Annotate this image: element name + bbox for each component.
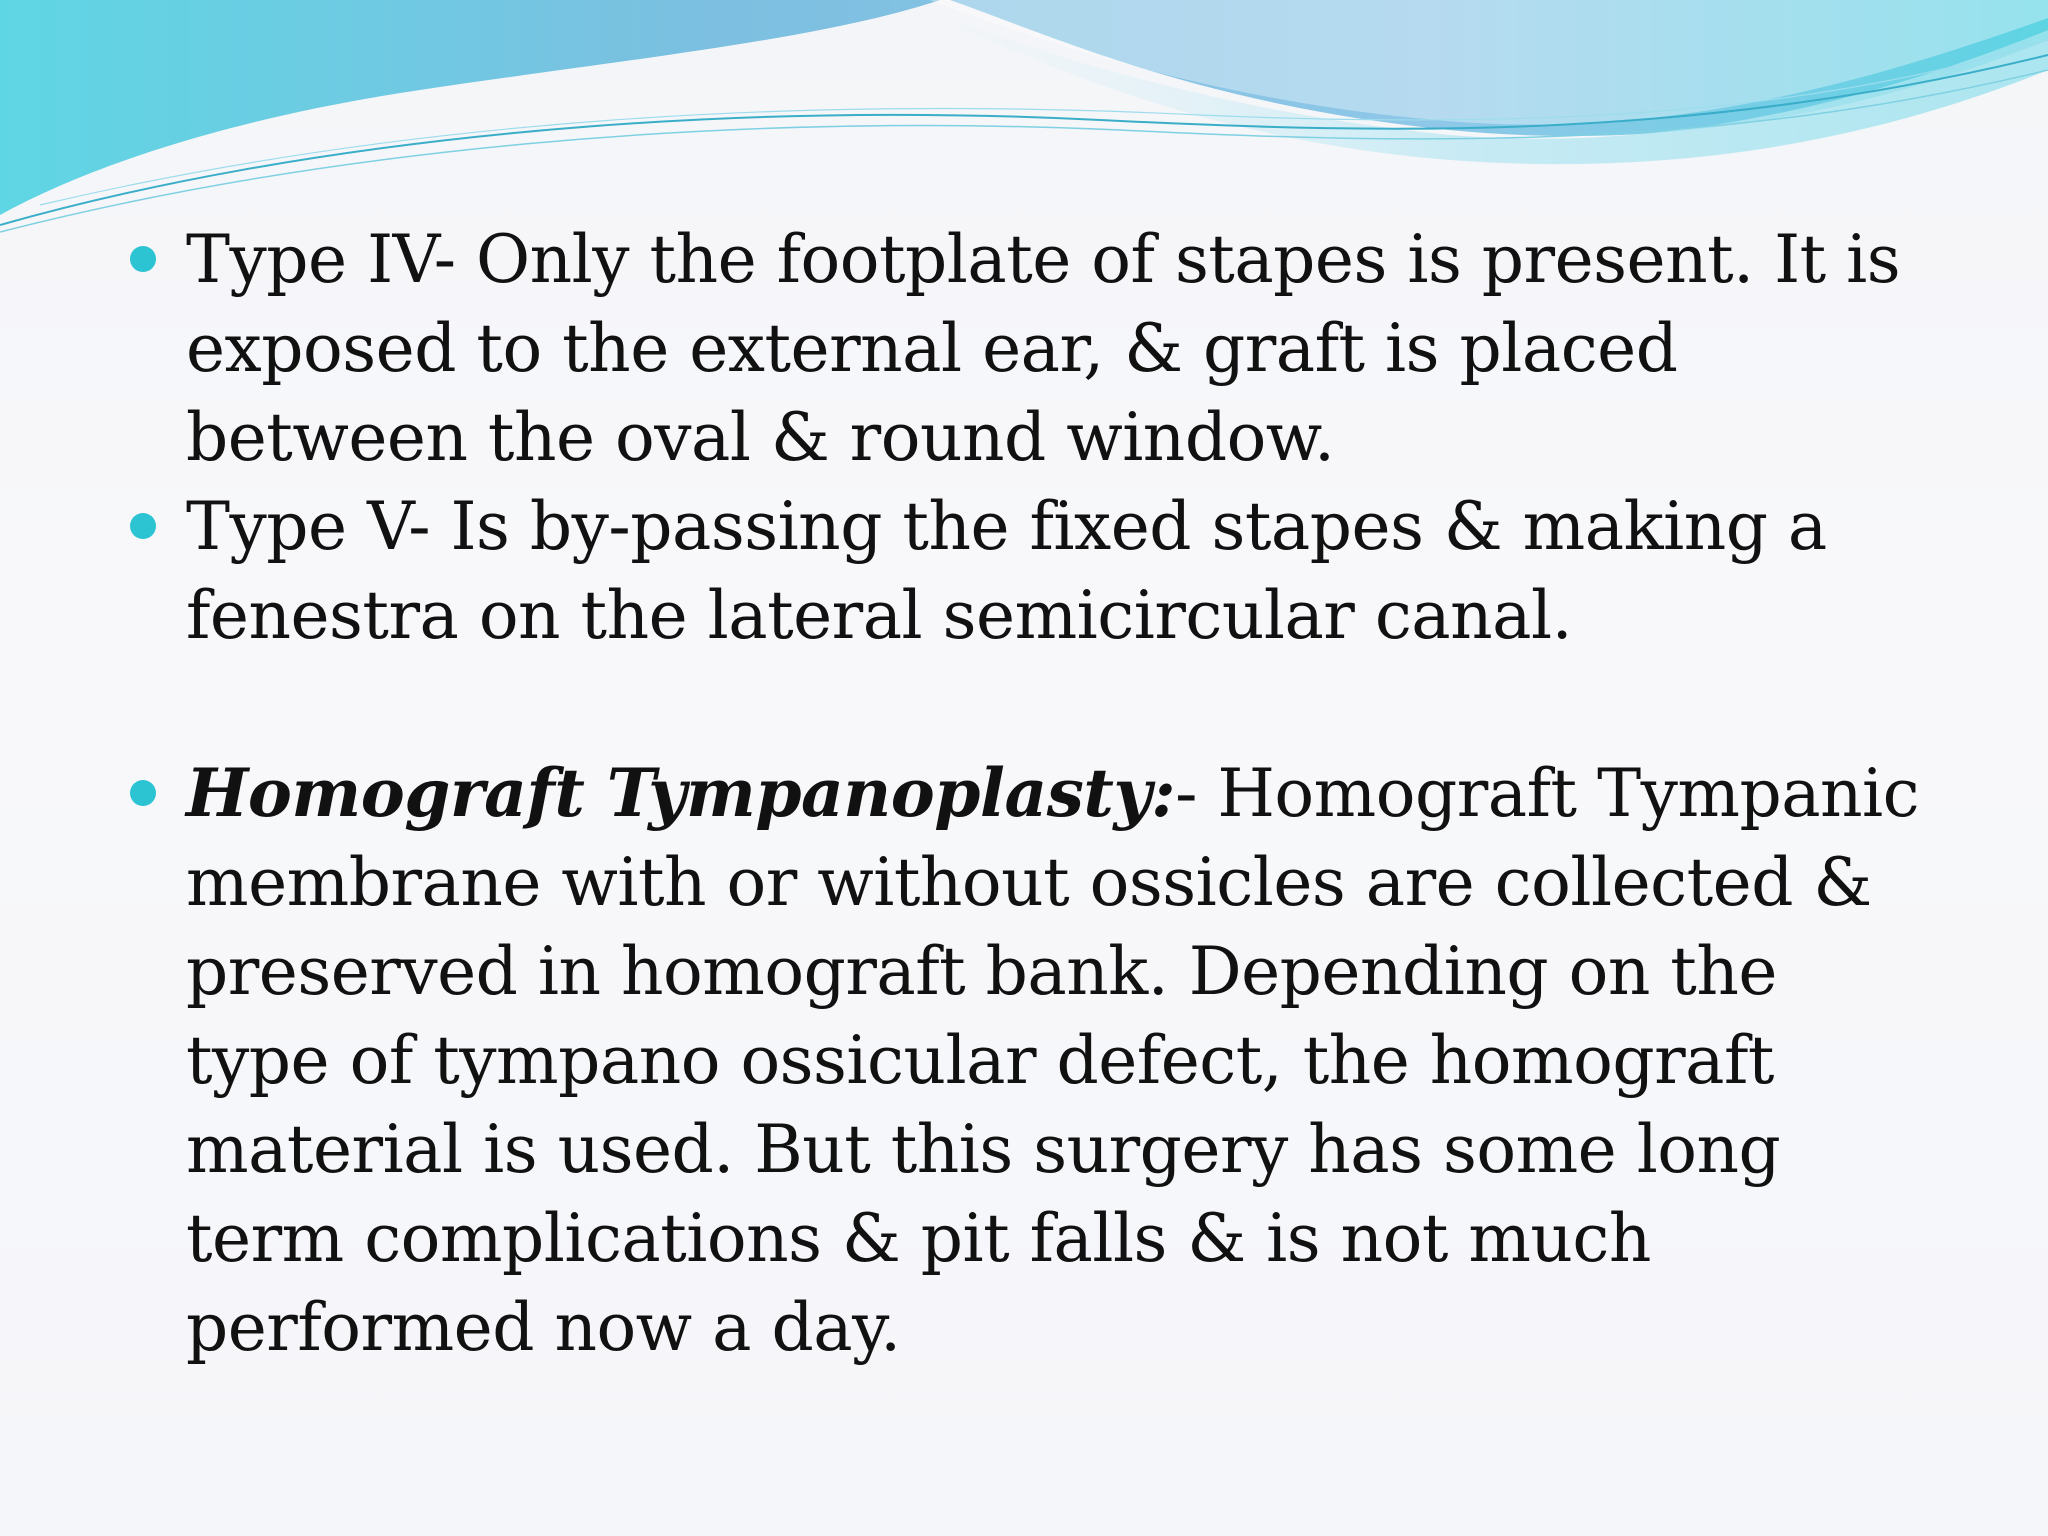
bullet-homograft — [130, 749, 1930, 1372]
bullet-list — [130, 215, 1930, 1372]
bullet-dot — [130, 780, 156, 806]
bullet-type-v — [130, 482, 1930, 660]
bullet-text: Type V- Is by-passing the fixed stapes & making a fenestra on the lateral semicircular canal. — [186, 488, 1827, 654]
bullet-text: Type IV- Only the footplate of stapes is present. It is exposed to the external ear, & graft is placed between the oval & round window. — [186, 221, 1901, 476]
bullet-text: - Homograft Tympanic membrane with or without ossicles are collected & preserved in homograft bank. Depending on the type of tympano ossicular defect, the homograft material is used. But this surgery has some long term complications & pit falls & is not much performed now a day. — [186, 755, 1920, 1366]
bullet-term: Homograft Tympanoplasty: — [186, 754, 1176, 832]
header-wave-decoration — [0, 0, 2048, 240]
bullet-dot — [130, 513, 156, 539]
bullet-type-iv — [130, 215, 1930, 482]
bullet-dot — [130, 246, 156, 272]
